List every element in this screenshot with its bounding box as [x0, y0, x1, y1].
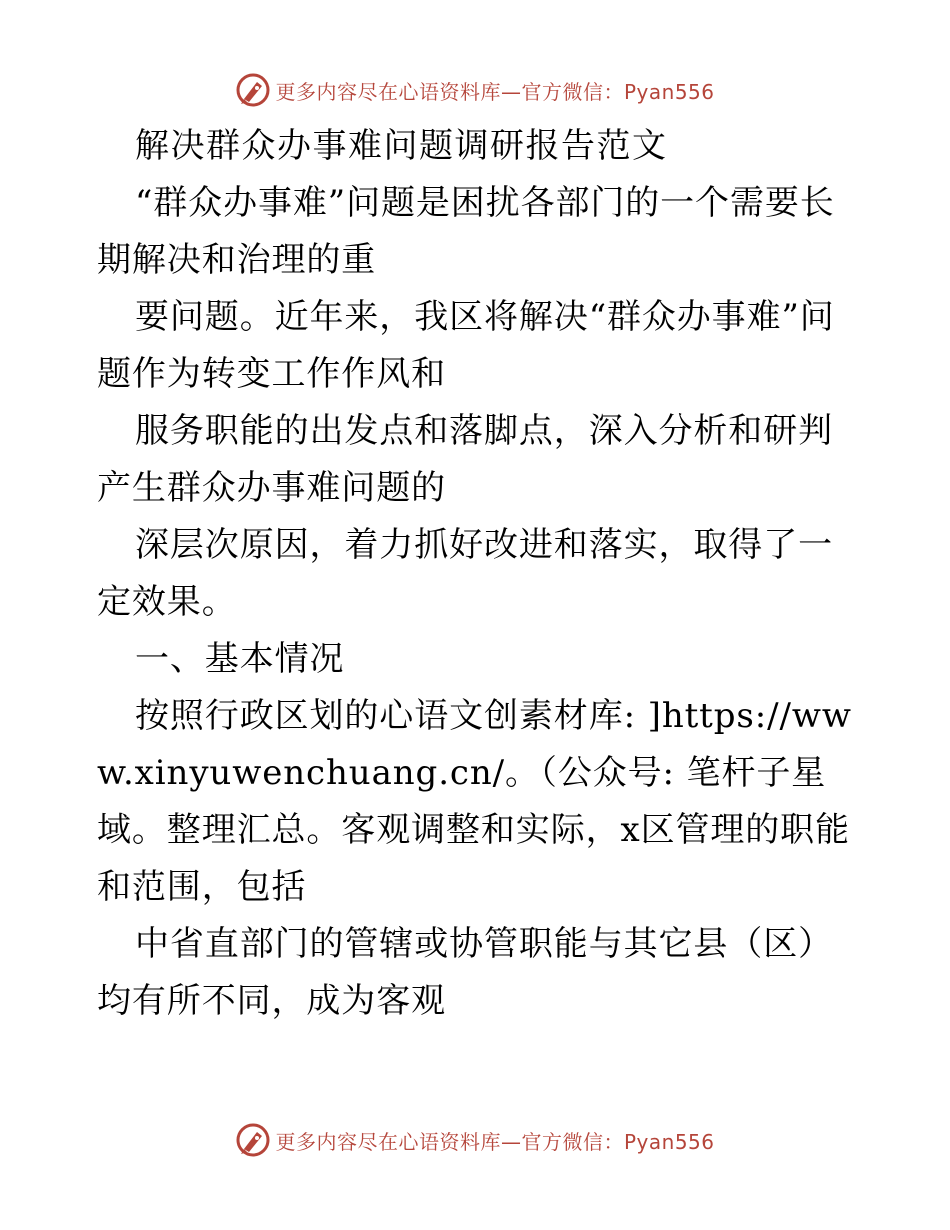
pen-logo-icon	[235, 1122, 271, 1158]
section-heading: 一、基本情况	[135, 639, 345, 679]
header-banner	[0, 70, 950, 110]
paragraph: 要问题。近年来，我区将解决“群众办事难”问题作为转变工作作风和	[97, 297, 835, 394]
paragraph: 服务职能的出发点和落脚点，深入分析和研判产生群众办事难问题的	[97, 411, 833, 508]
document-body	[97, 118, 857, 1030]
banner-text: 更多内容尽在心语资料库—官方微信：Pyan556	[275, 1129, 715, 1154]
paragraph: “群众办事难”问题是困扰各部门的一个需要长期解决和治理的重	[97, 183, 835, 280]
paragraph: 按照行政区划的心语文创素材库: ]https://www.xinyuwenchuang.cn/。（公众号: 笔杆子星域。整理汇总。客观调整和实际，x区管理的职能和范围，包括	[97, 696, 852, 907]
banner-text: 更多内容尽在心语资料库—官方微信：Pyan556	[275, 79, 715, 104]
paragraph: 中省直部门的管辖或协管职能与其它县（区）均有所不同，成为客观	[97, 924, 833, 1021]
footer-banner	[0, 1120, 950, 1160]
document-title: 解决群众办事难问题调研报告范文	[135, 126, 668, 166]
paragraph: 深层次原因，着力抓好改进和落实，取得了一定效果。	[97, 525, 833, 622]
pen-logo-icon	[235, 72, 271, 108]
